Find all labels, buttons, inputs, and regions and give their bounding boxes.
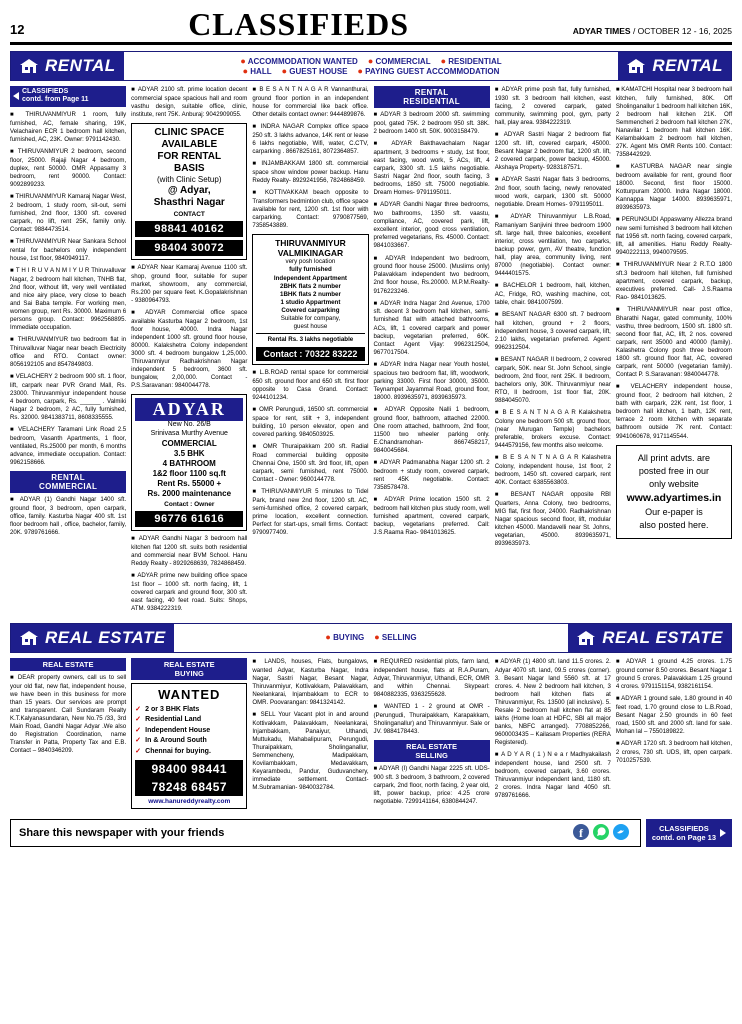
bullet-icon: ● [440, 55, 447, 66]
valmiki-ad-line3: very posh location [285, 258, 336, 266]
clinic-ad-line7: Shasthri Nagar [153, 197, 225, 208]
adyar-ad-line6: Rs. 2000 maintenance [147, 488, 232, 498]
ad-item: ■ THIRUVANMIYUR 5 minutes to Tidel Park, brand new 2nd floor, 1200 sft. AC, semi-furnished office, 2 covered carpark, prime location, excellent connection. Perfect for start-ups, small firms. Contact: 9790977409. [252, 488, 369, 537]
valmiki-ad-line8: 1 studio Appartment [280, 298, 341, 306]
ad-item: ■ BESANT NAGAR opposite RBI Quarters, Anna Colony, two bedrooms, MIG flat, first floor, 24000. Radhakrishnan Nagar spacious second floor, lift, modular kitchen 45000. Mandavelli near St. Johns, vegetarian, 45000. 8939635971, 8939635973. [494, 491, 611, 548]
realestate-banner-right-label: REAL ESTATE [602, 627, 723, 647]
valmiki-ad-line7: 1BHK flats 2 number [280, 290, 341, 298]
ad-item: ■ INJAMBAKKAM 1800 sft. commercial space show window power backup. Hanu Reddy Realty- 8929241956, 7824868459. [252, 160, 369, 184]
rental-banner-line1 [134, 57, 609, 66]
continued-on-badge[interactable] [646, 819, 732, 847]
ad-item: ■ ADYAR Padmanabha Nagar 1200 sft. 2 bedroom + study room, covered carpark, rent 45K negotiable. Contact: 7358578478. [373, 458, 490, 491]
real-estate-selling-heading: REAL ESTATE SELLING [374, 740, 490, 762]
ad-item: ■ REQUIRED residential plots, farm land, independent house, flats at R.A.Puram, Adyar, Thiruvanmiyur, Uthandi, ECR, OMR and within Chennai. Skypearl: 9840882335, 9363255628. [373, 657, 490, 698]
re-column-4 [374, 658, 490, 810]
list-item: ✓ Residential Land [135, 715, 243, 726]
notice-line5: Our e-paper is [645, 506, 703, 517]
re-column-2 [131, 658, 247, 814]
valmiki-ad-line4: fully furnished [289, 266, 332, 274]
list-item: ✓ Independent House [135, 726, 243, 737]
rental-banner [10, 51, 732, 81]
valmiki-ad-line5: Independent Appartment [273, 274, 347, 282]
ad-item: ■ THIRUVANMIYUR near post office, Bharathi Nagar, gated community, 100% vasthu, three bedroom, 1500 sft. 1800 sft. second floor flat, AC, lift, 2 nos. covered carpark, rent 35000 and 40000 (family). Kalashetra Colony posh three bedroom 1800 sft. ground floor flat, AC, covered carpark, rent 50000 (vegetarian family). Contact P. S.Saravanan: 9840044778. [615, 306, 733, 379]
ad-item: ■ THIRUVANMIYUR two bedroom flat in Thiruvalluvar Nagar near beach Electricity office and RTO. Contact owner: 8056192105 and 8547849803. [10, 335, 127, 368]
house-icon [19, 630, 39, 646]
masthead [10, 8, 732, 45]
clinic-ad-line5: (with Clinic Setup) [157, 175, 222, 184]
continued-subtitle: contd. from Page 11 [22, 96, 89, 104]
ad-item: ■ ADYAR Gandhi Nagar three bedrooms, two bathrooms, 1350 sft. vaastu, compliance, AC, covered park, lift, excellent interior, good cross ventilation, preferred vegetarians, Rs. 45000. Contact: 9841033667. [373, 201, 490, 250]
ad-item: ■ ADYAR (I) Gandhi Nagar 2225 sft. UDS- 900 sft. 3 bedroom, 3 bathroom, 2 covered carpark, 2nd floor, north facing, 2 year old, lift, power backup, price: 4.25 crore negotiable. 7299141164, 6380844247. [373, 764, 490, 805]
list-item: ✓ 2 or 3 BHK Flats [135, 705, 243, 716]
triangle-left-icon [13, 92, 19, 100]
adyar-ad-address2: Srinivasa Murthy Avenue [150, 429, 228, 437]
valmiki-ad-contact[interactable]: Contact : 70322 83222 [256, 347, 364, 361]
ad-item: ■ ADYAR Opposite Nalli 1 bedroom, ground floor, bathroom, attached 22000. One room attached, bathroom, 2nd floor, 11500 two wheeler parking only. E.Chandramohan- 8667458217, 9840045684. [373, 405, 490, 454]
ad-item: ■ VELACHERY Taramani Link Road 2.5 bedroom, Vasanth Apartments, 1 floor, ventilated, Rs.25000 per month, 6 months advance, immediate occupation. Contact: 9962158666. [10, 426, 127, 466]
rental-banner-items [124, 52, 619, 80]
realestate-banner-line1 [184, 633, 559, 642]
ad-item: ■ THIRUVANMIYUR Near 2 R.T.O 1800 sft.3 bedroom hall kitchen, full furnished apartment, covered carpark, backup, executives preferred. Call- J.S.Raama Rao- 9841013625. [615, 261, 733, 302]
ad-item: ■ ADYAR Indra Nagar 2nd Avenue, 1700 sft. decent 3 bedroom hall kitchen, semi-furnished flat with attached bathrooms, ACs, lift, 1 covered carpark and power backup, vegetarian preferred, 60K. Contact Agent Vijay: 9962312504, 9677017504. [373, 299, 490, 356]
rental-banner-right [618, 52, 731, 80]
ad-item: ■ ADYAR Commercial office space available Kasturba Nagar 2 bedroom, 1st floor house, 40000. Indra Nagar independent 1000 sft. ground floor house, 80000. Kalakshetra Colony independent 3000 sft. 4 bedroom bungalow 1,25,000. Thiruvanmiyur Radhakrishnan Nagar independent 5 bedroom, 3600 sft. bungalow, 2,00,000. Contact - P.S.Saravanan: 9840044778. [131, 309, 248, 390]
re-column-6 [616, 658, 732, 769]
rental-commercial-heading: RENTAL COMMERCIAL [10, 471, 126, 493]
share-text: Share this newspaper with your friends [19, 827, 225, 840]
wanted-phone-2[interactable]: 78248 68457 [135, 778, 243, 796]
ad-item: ■ ADYAR Independent two bedroom, ground floor house 25000. (Muslims only) Palavakkam independent two bedroom, 2nd floor house, Rs.20000. M.P.M.Realty- 9176223246. [373, 254, 490, 295]
clinic-ad-line6: @ Adyar, [167, 185, 211, 196]
ad-item: ■ DEAR property owners, call us to sell your old flat, new flat, independent house, we have been in this business for more than 15 years. Our services are prompt and transparent. Call Sundaram Realty K.T.Kalyanasundaran, New No.75 /33, 3rd Main Road, Gandhi Nagar Adyar .We also do Registration Coordination, name Transfer in Patta, Property Tax and E.B. Contact – 9840346209. [10, 673, 127, 754]
ad-item: ■ SELL Your Vacant plot in and around Kottivakkam, Palavakkam, Neelankarai, Injambakkam, Panaiyur, Uthandi, Muttukadu, Mahabalipuram, Perungudi, Thuraipakkam, Sholinganallur, Semmencheny, Madipakkam, Kovilambakkam, Medavakkam, Keyarambedu, Pandur, Guduvanchery, immediate settlement. Contact- M.Subramanian- 9840032784. [252, 710, 369, 791]
wanted-list [135, 705, 243, 758]
valmikinagar-ad-box [252, 234, 368, 365]
realestate-columns [10, 658, 732, 814]
classifieds-columns [10, 86, 732, 617]
ad-item: ■ ADYAR Thiruvanmiyur L.B.Road, Ramaniyam Sanjivini three bedroom 1900 sft. large hall, three balconies, excellent interior, cross ventilation, two carparks, backup power, gym, AV theatre, function hall, play area, community living, rent 87000 (negotiable). Contact owner: 9444401575. [494, 213, 611, 278]
ad-item: ■ OMR Thuraipakkam 200 sft. Radial Road commercial building opposite Chennai One, 1500 sft. 3rd floor, lift, open carpark, semi furnished, rent 75000. Contact - Owner: 9600144778. [252, 443, 369, 483]
ad-item: ■ VELACHERY 2 bedroom 900 sft. 1 floor, lift, carpark near PVR Grand Mall, Rs. 23000. Thiruvanmiyur independent house 4 bedroom, carpark, Rs. ______ . Valmiki Nagar 2 bedroom, 2 AC, fully furnished, Rs. 32000. 9841383711, 8608335555. [10, 372, 127, 421]
adyar-commercial-ad-box [131, 394, 247, 531]
ad-item: ■ INDRA NAGAR Complex office space 250 sft. 3 lakhs advance, 14K rent or lease 6 lakhs negotiable, Wifi, water, C.CTV, carparking . 8667825161, 8072364857. [252, 123, 369, 155]
clinic-ad-line4: BASIS [173, 163, 205, 174]
ad-item: ■ ADYAR Sastri Nagar flats 3 bedrooms, 2nd floor, south facing, newly renovated wood work, carpark, 1300 sft. 50000 negotiable. Dream Homes- 9791195011. [494, 176, 611, 209]
paper-name: ADYAR TIMES [572, 26, 631, 36]
ad-item: ■ ADYAR (1) Gandhi Nagar 1400 sft. ground floor, 3 bedroom, open carpark, office, family. Kasturba Nagar 400 sft. 1st floor bedroom hall , office, bachelor, family, 20K. 9789761666. [10, 496, 127, 537]
realestate-item-buying: BUYING [333, 633, 365, 643]
bullet-icon: ● [281, 65, 288, 76]
ad-item: ■ ADYAR 1 ground 4.25 crores. 1.75 ground corner 8.50 crores. Besant Nagar 1 ground 5 crores. Palavakkam 1.25 ground 4 crores. 9791151154, 9382161154. [615, 657, 733, 690]
rental-item-guest-house: GUEST HOUSE [289, 66, 348, 76]
real-estate-buying-heading: REAL ESTATE BUYING [131, 658, 247, 680]
ad-item: ■ KAMATCHI Hospital near 3 bedroom hall kitchen, fully furnished, 80K. Off Sholinganallur 1 bedroom hall kitchen 16K, 2 bedroom hall kitchen 21K. Off Semmencheri 2 bedroom hall kitchen 27K, Nanavilar 1 bedroom hall kitchen 16K. Kelambakkam 2 bedroom hall kitchen, 27K. Agent M/s OMR Rents 100. Contact: 7358442929. [615, 86, 733, 159]
clinic-ad-line3: FOR RENTAL [157, 151, 222, 162]
rental-banner-left-label: RENTAL [45, 56, 116, 75]
adyar-ad-line3: 4 BATHROOM [162, 458, 216, 468]
ad-item: ■ ADYAR Prime location 1500 sft. 2 bedroom hall kitchen plus study room, well furnished apartment, covered carpark, backup, vegetarians preferred. Call: J.S.Raama Rao- 9841013625. [373, 495, 490, 536]
continued-title: CLASSIFIEDS [22, 88, 69, 95]
continued-from-badge [10, 86, 126, 107]
ad-item: ■ THIRUVANMIYUR Kamaraj Nagar West, 2 bedroom, 1 study room, sit-out, semi furnished, 2nd floor, 1300 sft. covered carpark, no lift, rent 25K, family only. Contact: 9884473514. [10, 192, 127, 233]
ad-item: ■ B E S A N T N A G A R Kalashetra Colony, independent house, 1st floor, 2 bedroom, 1450 sft. covered carpark, rent 40K. Contact: 6385563803. [494, 454, 611, 487]
continued-bottom-title: CLASSIFIEDS [659, 824, 709, 834]
bullet-icon: ● [325, 632, 331, 643]
wanted-phone-1[interactable]: 98400 98441 [135, 760, 243, 778]
valmiki-ad-line9: Covered carparking [281, 306, 340, 314]
ad-item: ■ ADYAR Sastri Nagar 2 bedroom flat 1200 sft. lift, covered carpark, 45000. Besant Nagar 2 bedroom flat, 1200 sft. lift, 2 covered carpark, power backup, 45000. Akshaya Property- 9283187571. [494, 131, 611, 172]
valmiki-ad-rental: Rental Rs. 3 lakhs negotiable [256, 333, 364, 344]
clinic-space-ad-box [131, 123, 247, 260]
share-newspaper-bar [10, 819, 641, 847]
ad-item: ■ BESANT NAGAR II bedroom, 2 covered carpark, 50K. near St. John School, single bedroom, 2nd floor, rent 25K. II bedroom, bachelors only, 30K. Thiruvanmiyur near RTO, II bedroom, 1st floor flat, 20K. 9884045070. [494, 356, 611, 405]
ad-item: ■ ADYAR 2100 sft. prime location decent commercial space spacious hall and room vasthu design, suitable office, clinic, institute, rent 75K. Anburaj: 9042909055. [131, 86, 248, 118]
ad-item: ■ ADYAR Bakthavachalam Nagar apartment, 3 bedrooms + study, 1st floor, east facing, wood work, 5 ACs, lift, 4 carpark, 3300 sft. 1.5 lakhs negotiable. Sastri Nagar 2nd floor, south facing, 3 bedrooms, 1850 sft. 75000 negotiable. Dream Homes- 9791195011. [373, 140, 490, 197]
wanted-website[interactable]: www.hanureddyrealty.com [148, 798, 231, 806]
ad-item: ■ B E S A N T N A G A R Kalakshetra Colony one bedroom 500 sft. ground floor, (near Murugan Temple) bachelors preferable, brokers excuse. Contact: 9444579156, few months also welcome. [494, 409, 611, 450]
notice-line3: only website [649, 478, 699, 489]
website-notice-box [616, 445, 732, 539]
rental-item-pg-accommodation: PAYING GUEST ACCOMMODATION [365, 66, 500, 76]
ad-item: ■ ADYAR 1 ground sale, 1.80 ground in 40 feet road, 1.70 ground close to L.B.Road, Besant Nagar 2.50 grounds in 60 feet road, 1500 sft. and 2000 sft. land for sale. Mohan lal – 7550189822. [615, 694, 733, 735]
ad-item: ■ A D Y A R ( 1 ) N e a r Madhyakailash independent house, land 2500 sft. 7 bedroom, covered carpark, 3.60 crores. Thiruvanmiyur independent land, 1180 sft. 2 crores. Indra Nagar land 4050 sft. 9789761666. [494, 750, 611, 799]
adyar-ad-address1: New No. 26/B [167, 421, 211, 429]
ad-item: ■ ADYAR 1720 sft. 3 bedroom hall kitchen, 2 crores, 730 sft. UDS, lift, open carpark. 7010257539. [615, 739, 733, 764]
clinic-ad-phone-2[interactable]: 98404 30072 [135, 240, 243, 256]
page-title: CLASSIFIEDS [188, 6, 410, 42]
adyar-ad-line5: Rent Rs. 55000 + [157, 478, 222, 488]
real-estate-heading: REAL ESTATE [10, 658, 126, 671]
adyar-ad-line4: 1&2 floor 1100 sq.ft [152, 468, 226, 478]
list-item: ✓ Chennai for buying. [135, 747, 243, 758]
ad-item: ■ THIRUVANMIYUR Near Sankara School rental for bachelors only independent house, 1st floor, 9840949117. [10, 237, 127, 262]
rental-banner-right-label: RENTAL [652, 56, 723, 75]
notice-line1: All print advts. are [637, 452, 710, 463]
rental-item-commercial: COMMERCIAL [375, 56, 431, 66]
adyar-ad-line1: COMMERCIAL [161, 438, 217, 448]
rental-item-residential: RESIDENTIAL [448, 56, 502, 66]
ad-item: ■ OMR Perungudi, 16500 sft. commercial space for rent, stilt + 3, independent building, 10 person elevator, open and covered parking. 9840503925. [252, 406, 369, 438]
ad-item: ■ ADYAR Gandhi Nagar 3 bedroom hall kitchen flat 1200 sft. suits both residential and commercial near BVM School. Hanu Reddy Realty - 8929268639, 7824868459. [131, 534, 248, 567]
ad-item: ■ ADYAR (1) 4800 sft. land 11.5 crores. 2. Adyar 4070 sft. land, 09.5 crores (corner). 3. Besant Nagar land 5560 sft. at 17 crores. 4. New 2 bedroom hall kitchen, 3 bedroom hall kitchen flats at Thiruvanmiyur, Rs. 13500 (all inclusive). 5. Resale 2 bedroom hall kitchen flat at 85 lakhs (Home loan at HDFC, SBI all major banks, NBFC arranged). 7708852266, 9600003435 – Kailasam Properties (RERA Registered). [494, 657, 611, 746]
column-6 [616, 86, 732, 539]
house-icon [626, 58, 646, 74]
column-1 [10, 86, 126, 541]
ad-item: ■ PERUNGUDI Appaswamy Allezza brand new semi furnished 3 bedroom hall kitchen flat 1956 sft. north facing, covered carpark, lift, all amenities. Hanu Reddy Realty- 9940222113, 9940079595. [615, 216, 733, 257]
ad-item: ■ BACHELOR 1 bedroom, hall, kitchen, AC, Fridge, RO, washing machine, cot, table, chair. 9841007599. [494, 282, 611, 307]
ad-item: ■ THIRUVANMIYUR 1 room, fully furnished, AC, female sharing, 19K, Velachairen ECR 1 bedroom hall kitchen, furnished, AC, 23K. Owner: 9791142430. [10, 110, 127, 143]
rental-banner-line2 [134, 67, 609, 76]
bullet-icon: ● [240, 55, 246, 66]
page-number: 12 [10, 22, 25, 37]
adyar-ad-contact-label: Contact : Owner [164, 500, 215, 508]
triangle-right-icon [720, 829, 726, 837]
house-icon [576, 630, 596, 646]
svg-text:f: f [578, 825, 583, 840]
ad-item: ■ ADYAR Indra Nagar near Youth hostel, spacious two bedroom flat, lift, woodwork, parking 33000. First floor 30000, 35000. Teynampet Jayammal Road, ground floor, 18000. 8939635971, 8939635973. [373, 360, 490, 401]
realestate-banner-right [568, 624, 731, 652]
realestate-banner-items [174, 624, 569, 652]
valmiki-ad-line1: THIRUVANMIYUR [275, 238, 346, 248]
rental-residential-heading: RENTAL RESIDENTIAL [374, 86, 490, 108]
ad-item: ■ ADYAR 3 bedroom 2000 sft. swimming pool, gated 75K. 2 bedroom 950 sft. 38K. 2 bedroom 1400 sft. 50K. 9003158479. [373, 111, 490, 136]
bullet-icon: ● [367, 55, 374, 66]
column-4 [374, 86, 490, 541]
ad-item: ■ L.B.ROAD rental space for commercial 650 sft. ground floor and 650 sft. first floor opposite to Casa Grand. Contact: 9244101234. [252, 369, 369, 401]
ad-item: ■ KOTTIVAKKAM beach opposite to Transformers bedmintion club, office space available for rent, 1200 sft. 1st floor with carparking. Contact: 9790877569, 7358543889. [252, 188, 369, 229]
adyar-logo: ADYAR [135, 398, 243, 421]
ad-item: ■ B E S A N T N A G A R Vannanthurai, ground floor portion in an independent house for commercial like back office. Other details contact owner: 9444899876. [252, 86, 369, 118]
ad-item: ■ KASTURBA NAGAR near single bedroom available for rent, ground floor 18000. Second, first floor 15000. Kotturpuram 20000. Indra Nagar 18000. Kannappa Nagar 14000. 8939635971, 8939635973. [615, 163, 733, 212]
column-3 [252, 86, 368, 541]
bullet-icon: ● [374, 632, 380, 643]
wanted-title: WANTED [158, 686, 221, 702]
re-column-3 [252, 658, 368, 796]
clinic-ad-phone-1[interactable]: 98841 40162 [135, 221, 243, 237]
realestate-banner-left-label: REAL ESTATE [45, 627, 166, 647]
ad-item: ■ ADYAR prime new building office space 1st floor – 1000 sft. north facing, lift, 1 covered carpark and ground floor, 300 sft. east facing, 40 feet road. Suits: Shops, ATM. 9384222319. [131, 571, 248, 612]
notice-website[interactable]: www.adyartimes.in [626, 491, 722, 504]
bullet-icon: ● [242, 65, 249, 76]
clinic-ad-line2: AVAILABLE [161, 139, 218, 150]
valmiki-ad-line11: guest house [293, 322, 328, 330]
ad-item: ■ THIRUVANMIYUR 2 bedroom, second floor, 25000. Rajaji Nagar 4 bedroom, duplex, rent 50000. OMR Appasamy 3 bedroom, rent 90000. Contact: 9092899233. [10, 147, 127, 188]
adyar-ad-line2: 3.5 BHK [173, 448, 205, 458]
re-column-5 [495, 658, 611, 804]
clinic-ad-contact-label: CONTACT [173, 211, 205, 218]
valmiki-ad-line10: Suitable for company, [280, 314, 341, 322]
re-column-1 [10, 658, 126, 759]
rental-banner-left [11, 52, 124, 80]
rental-item-hall: HALL [250, 66, 272, 76]
house-icon [19, 58, 39, 74]
realestate-item-selling: SELLING [381, 633, 417, 643]
column-5 [495, 86, 611, 552]
notice-line2: posted free in our [638, 465, 709, 476]
valmiki-ad-line2: VALMIKINAGAR [277, 248, 344, 259]
continued-bottom-subtitle: contd. on Page 13 [651, 833, 716, 843]
adyar-ad-phone[interactable]: 96776 61616 [135, 511, 243, 527]
column-2 [131, 86, 247, 617]
list-item: ✓ In & Around South [135, 736, 243, 747]
realestate-banner-left [11, 624, 174, 652]
ad-item: ■ VELACHERY independent house, ground floor, 2 bedroom hall kitchen, 2 bath with carpark, 22K rent, 1st floor, 1 bedroom hall kitchen, 1 bath, 12K rent, terrace 2 room kitchen with separate bathroom outside 7K rent. Contact: 9941060678, 9171145544. [615, 383, 733, 440]
wanted-ad-box [131, 683, 247, 810]
masthead-date [573, 26, 732, 40]
realestate-banner [10, 623, 732, 653]
ad-item: ■ ADYAR prime posh flat, fully furnished, 1930 sft. 3 bedroom hall kitchen, east facing, 2 covered carpark, gated community, swimming pool, gym, party hall, play area. 9384222319. [494, 86, 611, 126]
notice-line6: also posted here. [639, 519, 709, 530]
ad-item: ■ T H I R U V A N M I Y U R Thiruvalluvar Nagar, 2 bedroom hall kitchen, TNHB flat, 2nd floor, without lift, very well ventilated and nice airy place, very close to beach and Sai Baba temple. For working men, women group, rent Rs. 30000. Maximum 6 persons group. Contact: 9962568895. Immediate occupation. [10, 266, 127, 331]
rental-item-accommodation-wanted: ACCOMMODATION WANTED [247, 56, 358, 66]
ad-item: ■ ADYAR Near Kamaraj Avenue 1100 sft. shop, ground floor, suitable for super market, showroom, any commercial, Rs.200 per square feet. K.Gopalakrishnan - 9380964793. [131, 264, 248, 304]
share-icons[interactable] [572, 823, 632, 844]
issue-date: / OCTOBER 12 - 16, 2025 [632, 26, 732, 36]
ad-item: ■ BESANT NAGAR 6300 sft. 7 bedroom hall kitchen, ground + 2 floors, independent house, 3 covered carpark, lift, 2.10 lakhs, vegetarian preferred. Agent: 9962312504. [494, 311, 611, 352]
clinic-ad-line1: CLINIC SPACE [154, 127, 225, 138]
ad-item: ■ WANTED 1 - 2 ground at OMR - (Perungudi, Thuraipakkam, Karapakkam, Sholinganallur) and Thiruvanmiyur. Sale or JV. 9884178443. [373, 702, 490, 735]
ad-item: ■ LANDS, houses, Flats, bungalows, wanted Adyar, Kasturba Nagar, Indra Nagar, Sastri Nagar, Besant Nagar, Thiruvanmiyur, Kottivakkam, Palavakkam, Neelankarai, Injambakkam to ECR to OMR. Poovarangan: 9841324142. [252, 657, 369, 706]
bullet-icon: ● [357, 65, 363, 76]
valmiki-ad-line6: 2BHK flats 2 number [280, 282, 341, 290]
